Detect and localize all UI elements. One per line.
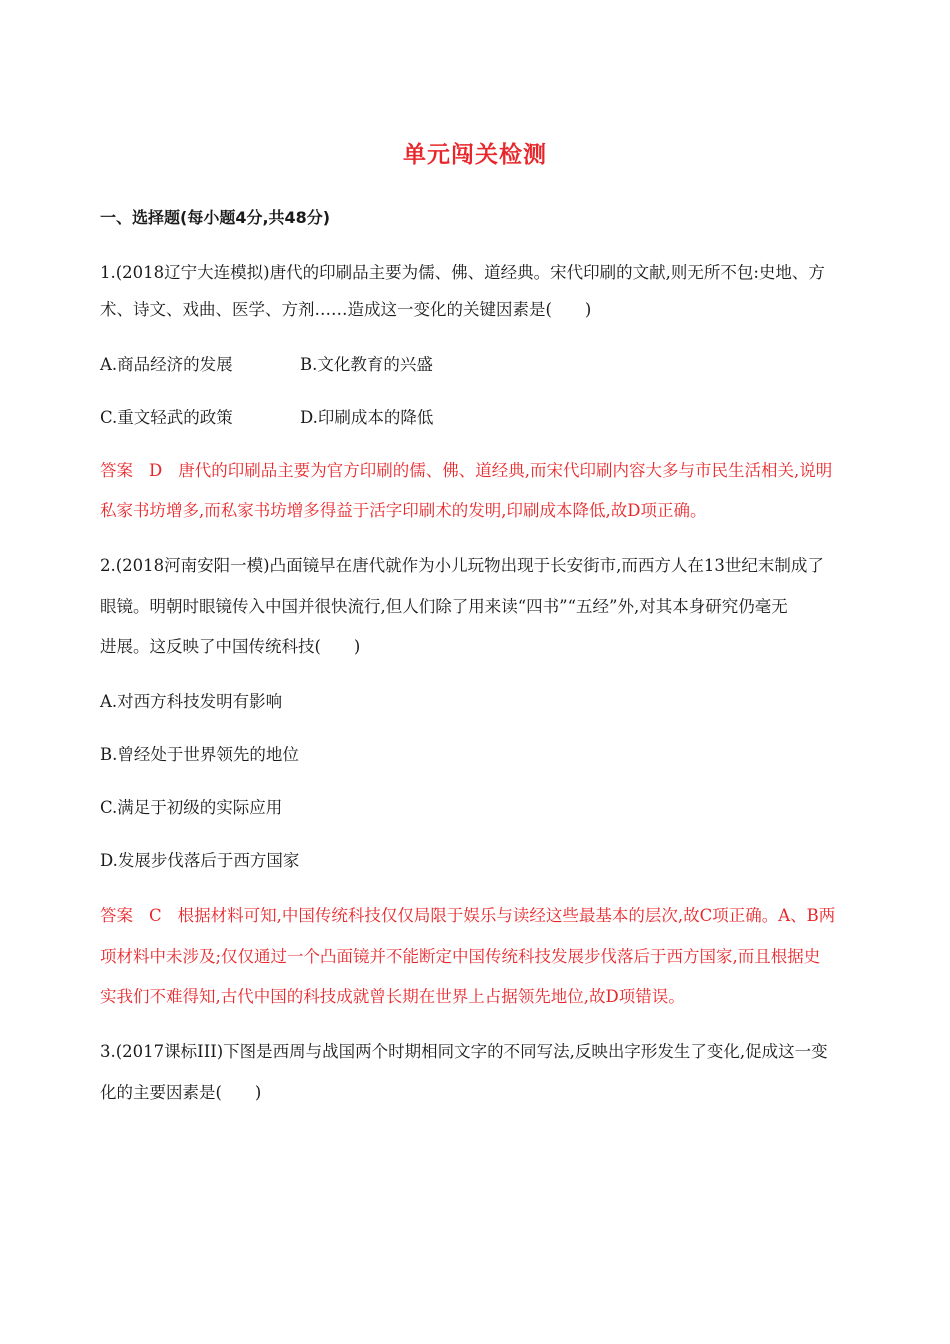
q1-stem-line-2: 术、诗文、戏曲、医学、方剂……造成这一变化的关键因素是( ) [100,300,592,319]
q1-answer-text-1: 唐代的印刷品主要为官方印刷的儒、佛、道经典,而宋代印刷内容大多与市民生活相关,说明 [178,461,833,480]
q2-answer-line-1 [100,905,850,927]
q2-answer-text-1: 根据材料可知,中国传统科技仅仅局限于娱乐与读经这些最基本的层次,故C项正确。A、B两 [177,906,836,925]
q1-stem-line-1: 1.(2018辽宁大连模拟)唐代的印刷品主要为儒、佛、道经典。宋代印刷的文献,则无所不包:史地、方 [100,263,825,282]
q3-stem-line-2: 化的主要因素是( ) [100,1083,262,1102]
q2-option-a: A.对西方科技发明有影响 [100,692,283,711]
q1-option-d: D.印刷成本的降低 [300,408,434,427]
q2-answer-line-3: 实我们不难得知,古代中国的科技成就曾长期在世界上占据领先地位,故D项错误。 [100,987,685,1006]
q2-answer-line-2: 项材料中未涉及;仅仅通过一个凸面镜并不能断定中国传统科技发展步伐落后于西方国家,而且根据史 [100,947,821,966]
q1-answer-line-1 [100,460,850,482]
q1-options-row-1 [100,354,850,376]
q1-option-c: C.重文轻武的政策 [100,408,233,427]
q2-stem-line-2: 眼镜。明朝时眼镜传入中国并很快流行,但人们除了用来读“四书”“五经”外,对其本身研究仍毫无 [100,597,788,616]
q1-answer-line-2: 私家书坊增多,而私家书坊增多得益于活字印刷术的发明,印刷成本降低,故D项正确。 [100,501,707,520]
q3-stem-line-1: 3.(2017课标III)下图是西周与战国两个时期相同文字的不同写法,反映出字形发生了变化,促成这一变 [100,1042,828,1061]
q2-option-d: D.发展步伐落后于西方国家 [100,851,300,870]
q2-option-c: C.满足于初级的实际应用 [100,798,283,817]
page-title: 单元闯关检测 [403,142,547,168]
q2-stem-line-3: 进展。这反映了中国传统科技( ) [100,637,361,656]
q1-answer-label: 答案 [100,461,133,480]
q1-answer-key: D [149,461,163,480]
q2-answer-key: C [149,906,162,925]
q1-option-a: A.商品经济的发展 [100,355,233,374]
q2-answer-label: 答案 [100,906,133,925]
q1-option-b: B.文化教育的兴盛 [300,355,433,374]
section-heading: 一、选择题(每小题4分,共48分) [100,208,331,227]
q2-stem-line-1: 2.(2018河南安阳一模)凸面镜早在唐代就作为小儿玩物出现于长安街市,而西方人在13世纪末制成了 [100,556,824,575]
q1-options-row-2 [100,407,850,429]
q2-option-b: B.曾经处于世界领先的地位 [100,745,299,764]
